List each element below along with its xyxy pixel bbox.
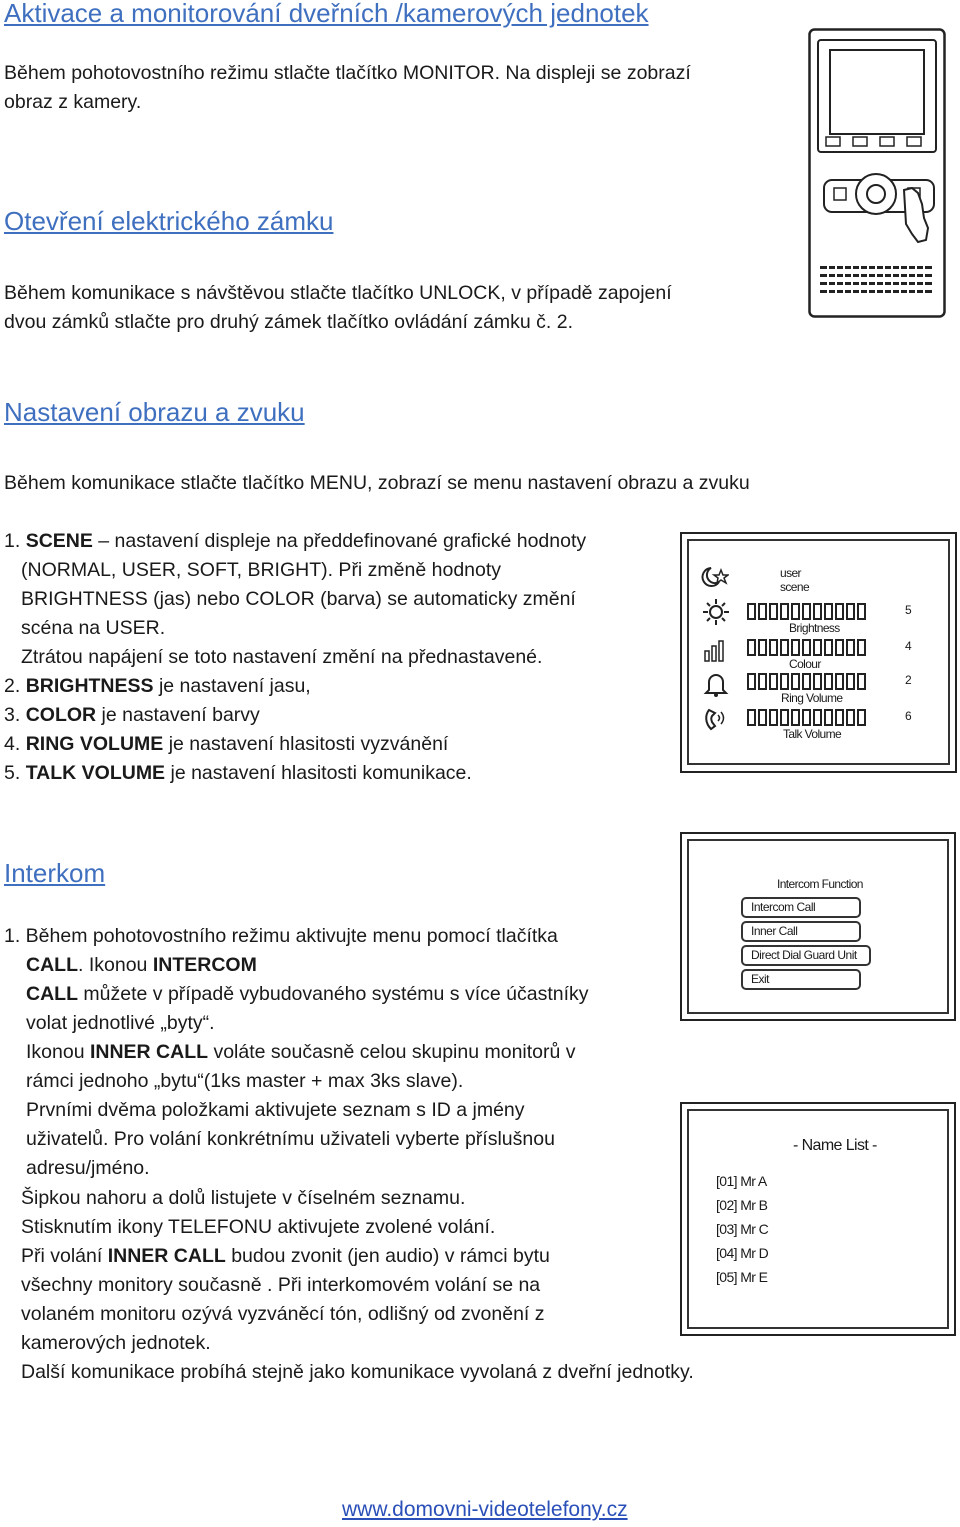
settings-screen [680, 532, 957, 773]
heading-intercom: Interkom [4, 858, 106, 888]
intercom-text-7: Prvními dvěma položkami aktivujete seznam s ID a jmény [26, 1099, 525, 1121]
intercom-text-12: Při volání INNER CALL budou zvonit (jen audio) v rámci bytu [21, 1245, 550, 1267]
settings-item-brightness: 2. BRIGHTNESS je nastavení jasu, [4, 675, 311, 697]
name-list-title: - Name List - [793, 1137, 877, 1154]
brightness-label: Brightness [789, 621, 840, 635]
intercom-function-title: Intercom Function [777, 877, 863, 891]
settings-screen-inner [687, 539, 950, 765]
intercom-text-9: adresu/jméno. [26, 1157, 150, 1179]
name-list-item-3[interactable]: [03] Mr C [716, 1221, 769, 1237]
settings-item-color: 3. COLOR je nastavení barvy [4, 704, 260, 726]
intercom-text-5: Ikonou INNER CALL voláte současně celou skupinu monitorů v [26, 1041, 576, 1063]
settings-scene-text-4: scéna na USER. [21, 617, 166, 639]
name-list-item-4[interactable]: [04] Mr D [716, 1245, 769, 1261]
sun-icon [703, 599, 729, 625]
activation-text-2: obraz z kamery. [4, 91, 142, 113]
unlock-text-1: Během komunikace s návštěvou stlačte tlačítko UNLOCK, v případě zapojení [4, 282, 672, 304]
color-icon [703, 637, 729, 663]
menu-item-inner-call[interactable]: Inner Call [741, 921, 861, 942]
intercom-text-16: Další komunikace probíhá stejně jako komunikace vyvolaná z dveřní jednotky. [21, 1361, 694, 1383]
image-sound-intro: Během komunikace stlačte tlačítko MENU, zobrazí se menu nastavení obrazu a zvuku [4, 472, 750, 494]
intercom-text-8: uživatelů. Pro volání konkrétnímu uživateli vyberte příslušnou [26, 1128, 555, 1150]
intercom-text-10: Šipkou nahoru a dolů listujete v číselném seznamu. [21, 1187, 466, 1209]
menu-item-direct-dial-guard-unit[interactable]: Direct Dial Guard Unit [741, 945, 871, 966]
ring-volume-value: 2 [905, 673, 912, 687]
menu-item-intercom-call[interactable]: Intercom Call [741, 897, 861, 918]
intercom-text-15: kamerových jednotek. [21, 1332, 211, 1354]
name-list-item-1[interactable]: [01] Mr A [716, 1173, 767, 1189]
intercom-text-11: Stisknutím ikony TELEFONU aktivujete zvolené volání. [21, 1216, 496, 1238]
bell-icon [703, 671, 729, 697]
name-list-item-5[interactable]: [05] Mr E [716, 1269, 768, 1285]
brightness-value: 5 [905, 603, 912, 617]
intercom-text-2: CALL. Ikonou INTERCOM [26, 954, 257, 976]
name-list-screen [680, 1102, 956, 1336]
heading-activation: Aktivace a monitorování dveřních /kamerových jednotek [4, 0, 649, 28]
unlock-text-2: dvou zámků stlačte pro druhý zámek tlačítko ovládání zámku č. 2. [4, 311, 574, 333]
settings-item-scene: 1. SCENE – nastavení displeje na předdefinované grafické hodnoty [4, 530, 587, 552]
settings-scene-text-2: (NORMAL, USER, SOFT, BRIGHT). Při změně hodnoty [21, 559, 502, 581]
talk-volume-label: Talk Volume [783, 727, 842, 741]
colour-value: 4 [905, 639, 912, 653]
name-list-screen-inner [687, 1109, 949, 1329]
menu-item-exit[interactable]: Exit [741, 969, 861, 990]
monitor-device-drawing [808, 28, 946, 318]
activation-text-1: Během pohotovostního režimu stlačte tlačítko MONITOR. Na displeji se zobrazí [4, 62, 691, 84]
settings-scene-label: scene [780, 580, 810, 594]
settings-item-talk-volume: 5. TALK VOLUME je nastavení hlasitosti komunikace. [4, 762, 472, 784]
heading-unlock: Otevření elektrického zámku [4, 206, 334, 236]
intercom-menu [741, 897, 871, 997]
intercom-function-screen-inner [687, 839, 949, 1014]
name-list-item-2[interactable]: [02] Mr B [716, 1197, 768, 1213]
footer-website-link[interactable]: www.domovni-videotelefony.cz [342, 1498, 628, 1521]
monitor-device-illustration [808, 28, 946, 318]
scene-icon [701, 565, 729, 589]
heading-image-sound: Nastavení obrazu a zvuku [4, 397, 305, 427]
intercom-text-13: všechny monitory současně . Při interkomovém volání se na [21, 1274, 541, 1296]
settings-item-ring-volume: 4. RING VOLUME je nastavení hlasitosti vyzvánění [4, 733, 449, 755]
settings-user-label: user [780, 566, 801, 580]
handset-icon [703, 707, 729, 733]
intercom-text-6: rámci jednoho „bytu“(1ks master + max 3ks slave). [26, 1070, 464, 1092]
talk-volume-value: 6 [905, 709, 912, 723]
intercom-text-3: CALL můžete v případě vybudovaného systému s více účastníky [26, 983, 589, 1005]
intercom-function-screen [680, 832, 956, 1021]
settings-scene-text-3: BRIGHTNESS (jas) nebo COLOR (barva) se automaticky změní [21, 588, 576, 610]
intercom-text-1: 1. Během pohotovostního režimu aktivujte menu pomocí tlačítka [4, 925, 558, 947]
colour-label: Colour [789, 657, 821, 671]
intercom-text-4: volat jednotlivé „byty“. [26, 1012, 215, 1034]
ring-volume-label: Ring Volume [781, 691, 843, 705]
intercom-text-14: volaném monitoru ozývá vyzváněcí tón, odlišný od zvonění z [21, 1303, 545, 1325]
settings-scene-text-5: Ztrátou napájení se toto nastavení změní na přednastavené. [21, 646, 543, 668]
